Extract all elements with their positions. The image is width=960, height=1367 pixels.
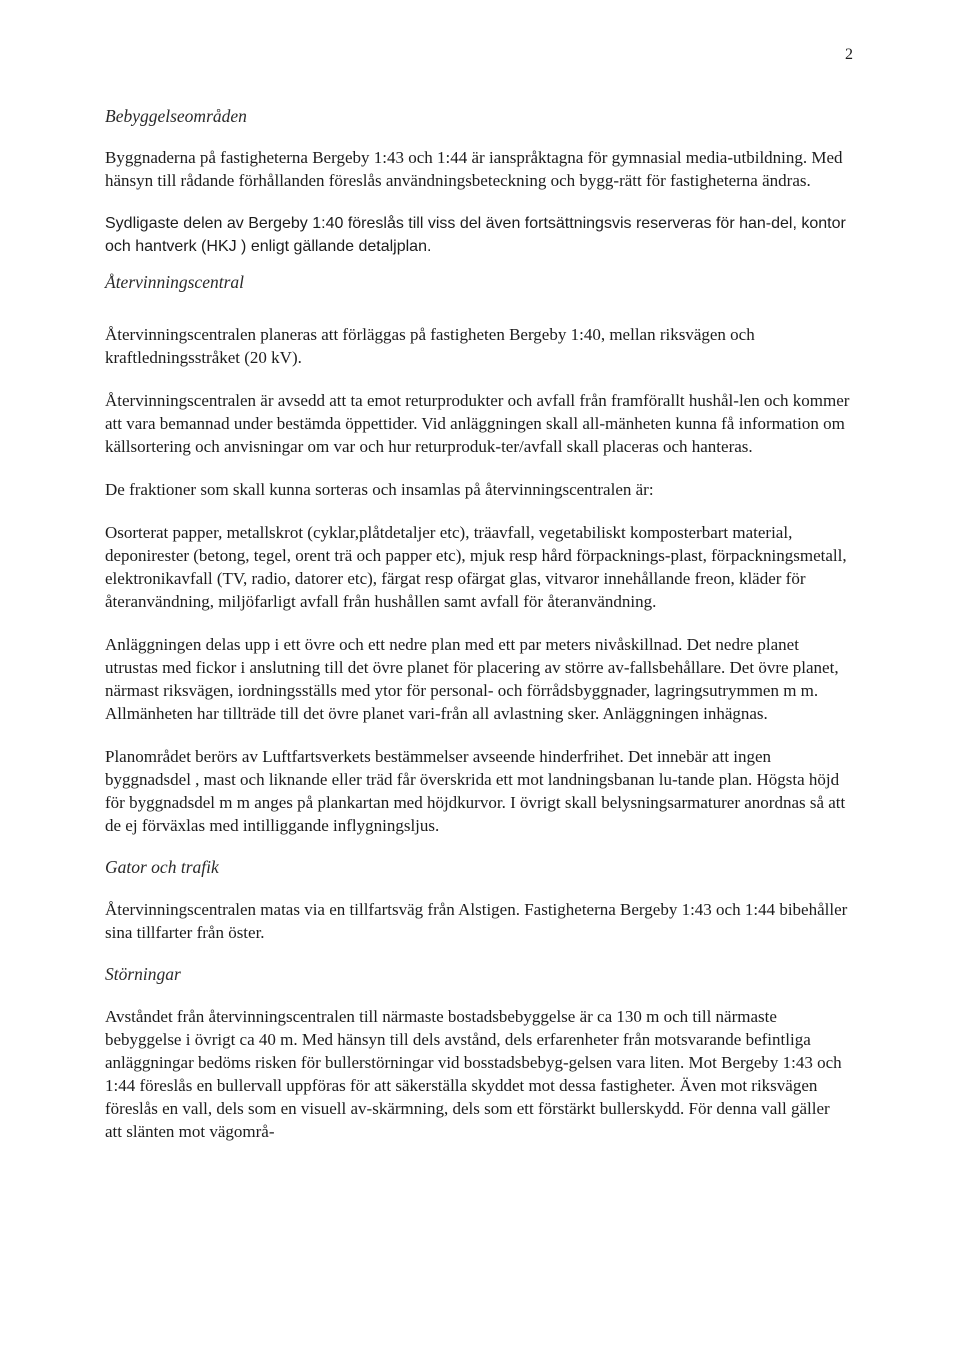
paragraph-noise: Avståndet från återvinningscentralen till närmaste bostadsbebyggelse är ca 130 m och till närmaste bebyggelse i övrigt ca 40 m. Med hänsyn till dels avstånd, dels erfarenheter från motsvarande befintliga anläggningar bedöms risken för bullerstörningar vid bosstadsbebyg-gelsen vara liten. Mot Bergeby 1:43 och 1:44 föreslås en bullervall uppföras för att säkerställa skyddet mot dessa fastigheter. Även mot riksvägen föreslås en vall, dels som en visuell av-skärmning, dels som ett förstärkt bullerskydd. För denna vall gäller att slänten mot vägområ- [105,1007,842,1141]
section-heading-bebyggelse: Bebyggelseområden [105,106,247,126]
paragraph-luftfartsverket: Planområdet berörs av Luftfartsverkets bestämmelser avseende hinderfrihet. Det innebär att ingen byggnadsdel , mast och liknande eller träd får överskrida ett mot landningsbanan lu-tande plan. Högsta höjd för byggnadsdel m m anges på plankartan med höjdkurvor. I övrigt skall belysningsarmaturer anordnas så att de ej förväxlas med intilliggande inflygningsljus. [105,747,846,835]
document-body [105,100,850,1143]
section-heading-gator: Gator och trafik [105,857,219,877]
paragraph-purpose: Återvinningscentralen är avsedd att ta emot returprodukter och avfall från framförallt hushål-len och kommer att vara bemannad under bestämda öppettider. Vid anläggningen skall all-mänheten kunna få information om källsortering och anvisningar om var och hur returproduk-ter/avfall skall placeras och hanteras. [105,391,850,456]
paragraph-access-road: Återvinningscentralen matas via en tillfartsväg från Alstigen. Fastigheterna Bergeby 1:43 och 1:44 bibehåller sina tillfarter från öster. [105,900,848,942]
paragraph-fractions-intro: De fraktioner som skall kunna sorteras och insamlas på återvinningscentralen är: [105,480,654,499]
paragraph-fractions-list: Osorterat papper, metallskrot (cyklar,plåtdetaljer etc), träavfall, vegetabiliskt komposterbart material, deponirester (betong, tegel, orent trä och papper etc), mjuk resp hård förpacknings-plast, förpackningsmetall, elektronikavfall (TV, radio, datorer etc), färgat resp ofärgat glas, vitvaror innehållande freon, kläder för återanvändning, miljöfarligt avfall från hushållen samt avfall för återanvändning. [105,523,847,611]
paragraph-levels: Anläggningen delas upp i ett övre och ett nedre plan med ett par meters nivåskillnad. Det nedre planet utrustas med fickor i anslutning till det övre planet för placering av större av-fallsbehållare. Det övre planet, närmast riksvägen, iordningsställs med ytor för personal- och förrådsbyggnader, lagringsutrymmen m m. Allmänheten har tillträde till det övre planet vari-från all avlastning sker. Anläggningen inhägnas. [105,635,839,723]
section-heading-storningar: Störningar [105,964,181,984]
paragraph-media-utbildning: Byggnaderna på fastigheterna Bergeby 1:43 och 1:44 är ianspråktagna för gymnasial media-utbildning. Med hänsyn till rådande förhållanden föreslås användningsbeteckning och bygg-rätt för fastigheterna ändras. [105,148,843,190]
section-heading-atervinning: Återvinningscentral [105,272,245,292]
page-number: 2 [845,46,853,63]
paragraph-location: Återvinningscentralen planeras att förläggas på fastigheten Bergeby 1:40, mellan riksvägen och kraftledningsstråket (20 kV). [105,325,755,367]
paragraph-hkj-detaljplan: Sydligaste delen av Bergeby 1:40 föreslås till viss del även fortsättningsvis reserveras för han-del, kontor och hantverk (HKJ ) enligt gällande detaljplan. [105,215,846,255]
